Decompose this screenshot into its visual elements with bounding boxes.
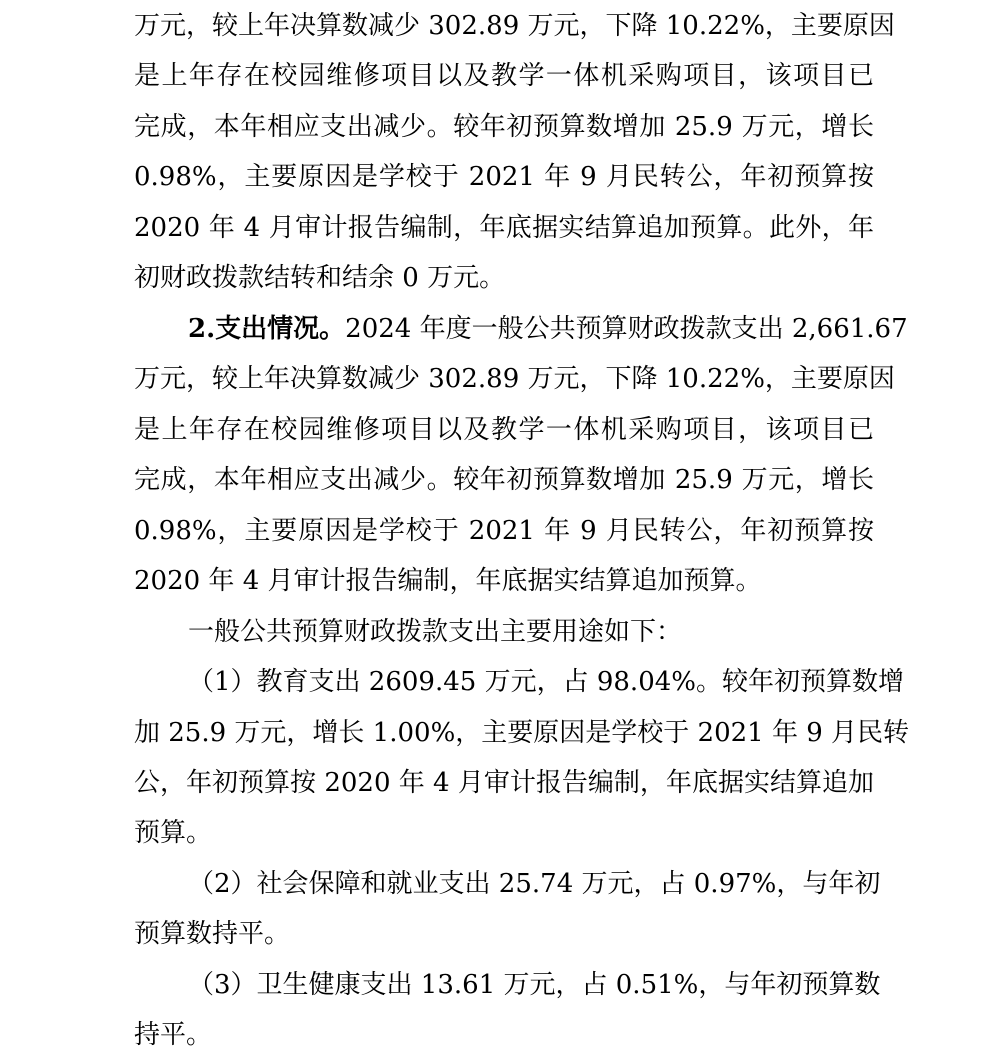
paragraph-line: 完成，本年相应支出减少。较年初预算数增加 25.9 万元，增长	[134, 465, 874, 495]
paragraph-line: 2020 年 4 月审计报告编制，年底据实结算追加预算。此外，年	[134, 213, 874, 243]
section-heading: 2.支出情况。	[188, 314, 346, 344]
list-item-line: （2）社会保障和就业支出 25.74 万元，占 0.97%，与年初	[188, 869, 881, 899]
list-item-line: 预算。	[134, 818, 213, 848]
list-item-line: 持平。	[134, 1020, 213, 1050]
paragraph-line: 一般公共预算财政拨款支出主要用途如下：	[188, 617, 683, 647]
paragraph-line: 2020 年 4 月审计报告编制，年底据实结算追加预算。	[134, 566, 762, 596]
section-heading-text: 2024 年度一般公共预算财政拨款支出 2,661.67	[345, 314, 908, 344]
section-heading-line	[188, 309, 908, 349]
paragraph-line: 是上年存在校园维修项目以及教学一体机采购项目，该项目已	[134, 415, 874, 445]
list-item-line: 加 25.9 万元，增长 1.00%，主要原因是学校于 2021 年 9 月民转	[134, 718, 910, 748]
list-item-line: （1）教育支出 2609.45 万元，占 98.04%。较年初预算数增	[188, 667, 904, 697]
paragraph-line: 万元，较上年决算数减少 302.89 万元，下降 10.22%，主要原因	[134, 364, 895, 394]
paragraph-line: 初财政拨款结转和结余 0 万元。	[134, 263, 506, 293]
paragraph-line: 完成，本年相应支出减少。较年初预算数增加 25.9 万元，增长	[134, 112, 874, 142]
list-item-line: 预算数持平。	[134, 919, 291, 949]
paragraph-line: 0.98%，主要原因是学校于 2021 年 9 月民转公，年初预算按	[134, 162, 874, 192]
paragraph-line: 0.98%，主要原因是学校于 2021 年 9 月民转公，年初预算按	[134, 516, 874, 546]
list-item-line: 公，年初预算按 2020 年 4 月审计报告编制，年底据实结算追加	[134, 768, 874, 798]
paragraph-line: 万元，较上年决算数减少 302.89 万元，下降 10.22%，主要原因	[134, 11, 895, 41]
paragraph-line: 是上年存在校园维修项目以及教学一体机采购项目，该项目已	[134, 61, 874, 91]
list-item-line: （3）卫生健康支出 13.61 万元，占 0.51%，与年初预算数	[188, 970, 881, 1000]
